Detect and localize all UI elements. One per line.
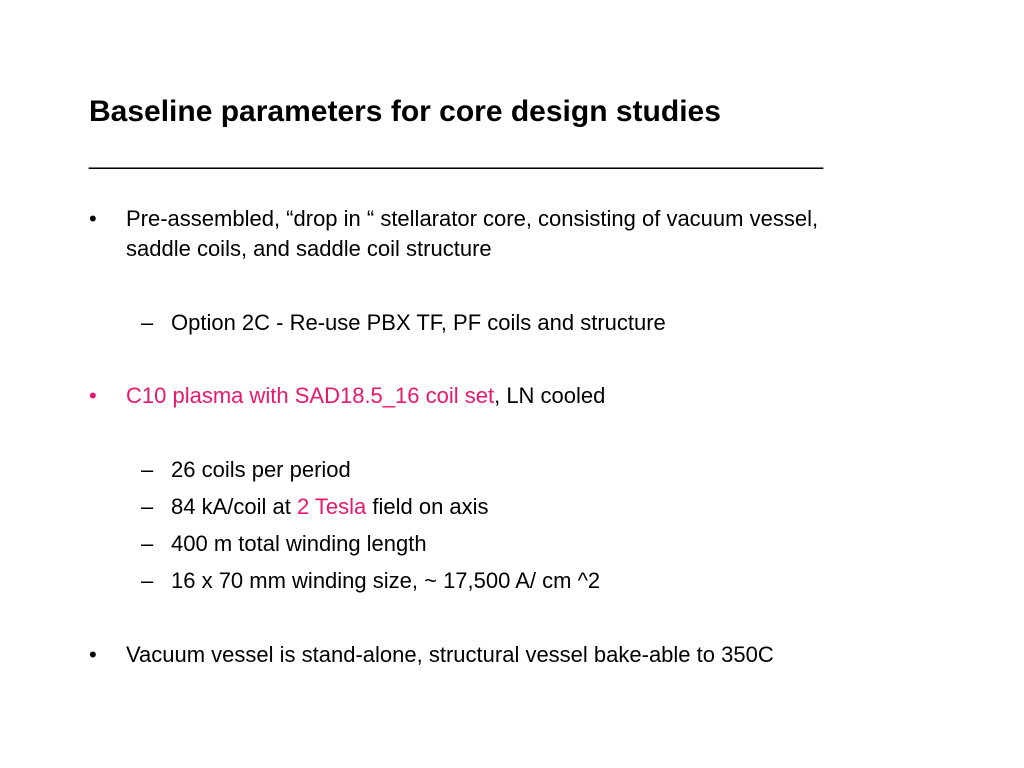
sub-bullet-text: 400 m total winding length xyxy=(171,531,427,556)
sub-bullet-text-post: field on axis xyxy=(366,494,489,519)
slide-title: Baseline parameters for core design studies xyxy=(89,95,721,128)
sub-bullet-text: Option 2C - Re-use PBX TF, PF coils and structure xyxy=(171,310,666,335)
bullet-text xyxy=(126,381,605,411)
bullet-text-rest: , LN cooled xyxy=(494,383,606,408)
bullet-marker: • xyxy=(89,206,97,231)
dash-marker: – xyxy=(141,531,154,556)
bullet-marker-accent: • xyxy=(89,383,97,408)
sub-bullet-text-pre: 84 kA/coil at xyxy=(171,494,297,519)
dash-marker: – xyxy=(141,568,154,593)
dash-marker: – xyxy=(141,457,154,482)
sub-bullet-text: 16 x 70 mm winding size, ~ 17,500 A/ cm ^2 xyxy=(171,568,601,593)
dash-marker: – xyxy=(141,310,154,335)
highlighted-text: 2 Tesla xyxy=(296,494,367,519)
title-underline: _______________________________________________________ xyxy=(89,143,824,170)
bullet-text: Vacuum vessel is stand-alone, structural vessel bake-able to 350C xyxy=(126,642,774,667)
sub-bullet-text: 26 coils per period xyxy=(171,457,351,482)
bullet-text: Pre-assembled, “drop in “ stellarator core, consisting of vacuum vessel, xyxy=(126,206,819,231)
bullet-marker: • xyxy=(89,642,97,667)
highlighted-text: C10 plasma with SAD18.5_16 coil set xyxy=(126,383,495,408)
sub-bullet-text xyxy=(171,492,489,522)
dash-marker: – xyxy=(141,494,154,519)
bullet-text-continued: saddle coils, and saddle coil structure xyxy=(126,236,492,261)
